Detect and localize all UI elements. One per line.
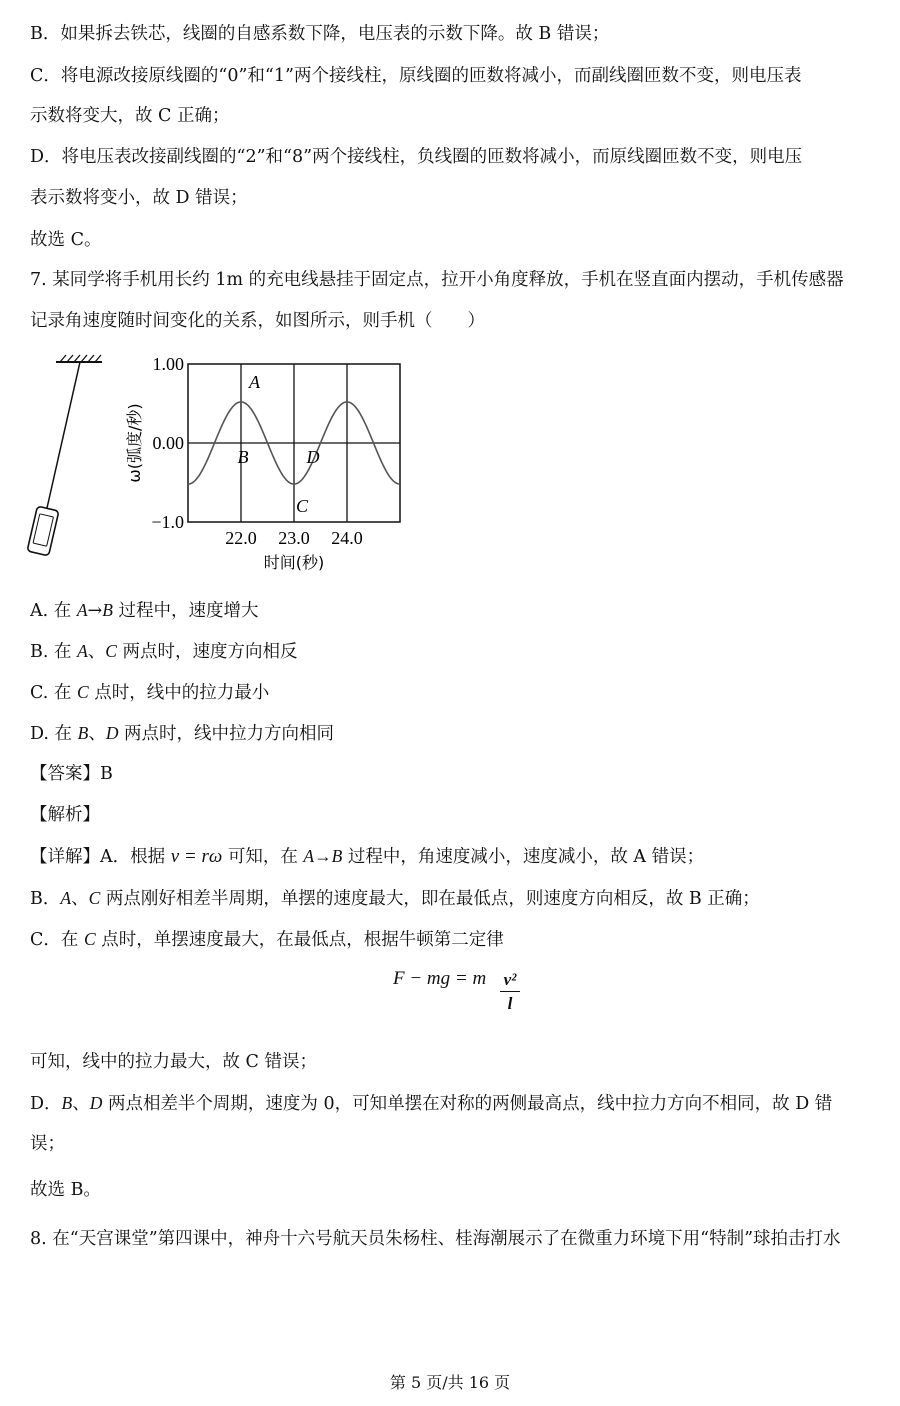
- option-a: A. 在 A→B 过程中，速度增大: [30, 600, 259, 621]
- detail-line-7: 故选 B。: [30, 1180, 101, 1200]
- newton-formula-fraction: [500, 970, 520, 1015]
- y-tick-label-top: 1.00: [152, 354, 184, 374]
- page-footer: 第 5 页/共 16 页: [389, 1373, 511, 1392]
- x-tick-label-2: 23.0: [278, 528, 310, 548]
- question-7-line-2: 记录角速度随时间变化的关系，如图所示，则手机（ ）: [30, 311, 485, 331]
- detail-line-4: 可知，线中的拉力最大，故 C 错误；: [30, 1052, 318, 1072]
- detail-line-2: B．A、C 两点刚好相差半周期，单摆的速度最大，即在最低点，则速度方向相反，故 B 正确；: [30, 888, 760, 909]
- point-label-d: D: [306, 447, 320, 467]
- text-line-4: D．将电压表改接副线圈的“2”和“8”两个接线柱，负线圈的匝数将减小，而原线圈匝数不变，则电压: [30, 147, 803, 167]
- x-tick-label-1: 22.0: [225, 528, 257, 548]
- y-tick-label-middle: 0.00: [152, 433, 184, 453]
- question-7-line-1: 7. 某同学将手机用长约 1m 的充电线悬挂于固定点，拉开小角度释放，手机在竖直面内摆动，手机传感器: [30, 270, 844, 290]
- fraction-bar: [500, 991, 520, 992]
- phone-icon: [27, 506, 59, 556]
- y-tick-label-bottom: −1.0: [151, 512, 184, 532]
- x-tick-label-3: 24.0: [331, 528, 363, 548]
- angular-velocity-chart: [125, 354, 400, 572]
- option-c: C. 在 C 点时，线中的拉力最小: [30, 682, 270, 703]
- ceiling-hatch: [60, 355, 101, 362]
- answer-line: 【答案】B: [30, 764, 113, 784]
- point-label-b: B: [237, 447, 249, 467]
- detail-line-6: 误；: [30, 1134, 65, 1154]
- point-label-c: C: [296, 496, 309, 517]
- charging-cable: [47, 362, 80, 508]
- detail-line-3: C．在 C 点时，单摆速度最大，在最低点，根据牛顿第二定律: [30, 929, 504, 950]
- y-axis-label: ω(弧度/秒): [125, 403, 144, 483]
- grid-lines: [188, 364, 400, 522]
- option-d: D. 在 B、D 两点时，线中拉力方向相同: [30, 723, 335, 744]
- text-line-2: C．将电源改接原线圈的“0”和“1”两个接线柱，原线圈的匝数将减小，而副线圈匝数不变，则电压表: [30, 66, 802, 86]
- text-line-6: 故选 C。: [30, 230, 102, 250]
- fraction-numerator: v²: [503, 970, 517, 989]
- text-line-5: 表示数将变小，故 D 错误；: [30, 188, 248, 208]
- x-axis-label: 时间(秒): [263, 553, 325, 572]
- question-8-line-1: 8. 在“天宫课堂”第四课中，神舟十六号航天员朱杨柱、桂海潮展示了在微重力环境下用“特制”球拍击打水: [30, 1229, 841, 1249]
- detail-line-5: D．B、D 两点相差半个周期，速度为 0，可知单摆在对称的两侧最高点，线中拉力方向不相同，故 D 错: [30, 1093, 833, 1114]
- detail-line-1: 【详解】A．根据 v = rω 可知，在 A→B 过程中，角速度减小，速度减小，故 A 错误；: [30, 846, 705, 867]
- pendulum-illustration: [27, 355, 102, 556]
- newton-formula-lhs: F − mg = m: [393, 968, 487, 989]
- fraction-denominator: l: [507, 994, 513, 1014]
- pendulum-figure: [20, 350, 420, 580]
- option-b: B. 在 A、C 两点时，速度方向相反: [30, 641, 298, 662]
- text-line-1: B．如果拆去铁芯，线圈的自感系数下降，电压表的示数下降。故 B 错误；: [30, 24, 610, 44]
- point-label-a: A: [249, 371, 260, 392]
- analysis-heading: 【解析】: [30, 805, 100, 825]
- text-line-3: 示数将变大，故 C 正确；: [30, 106, 230, 126]
